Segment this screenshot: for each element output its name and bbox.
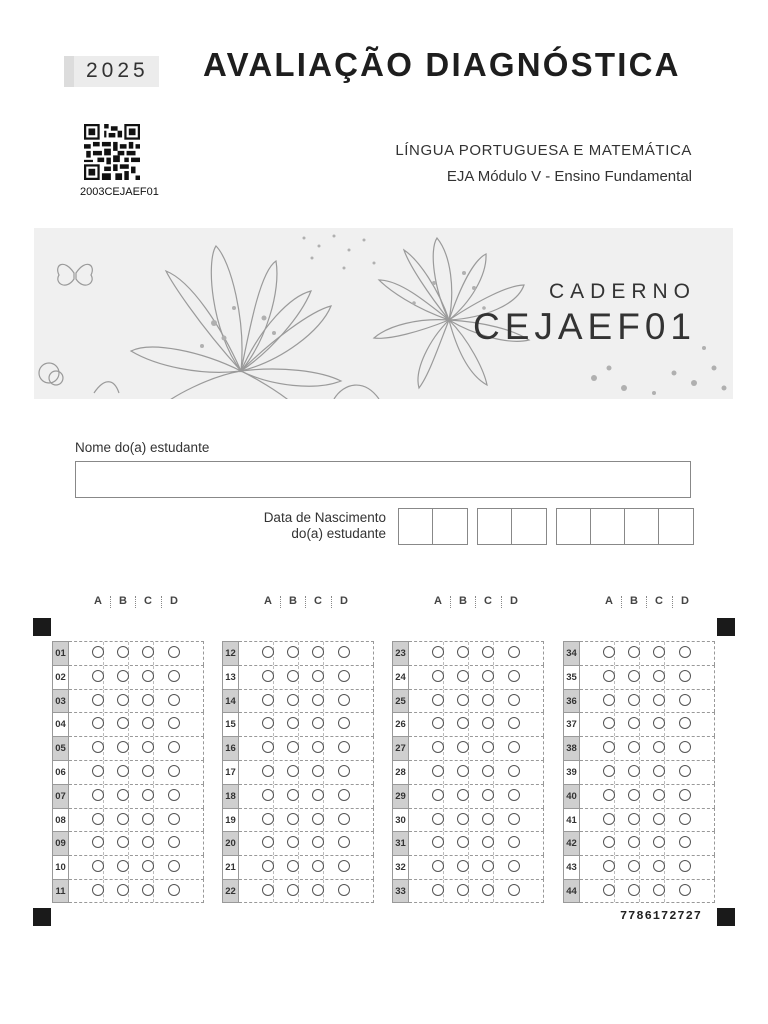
- answer-bubble[interactable]: [287, 884, 299, 896]
- answer-cells: [409, 879, 544, 903]
- answer-bubble[interactable]: [679, 789, 691, 801]
- option-header-label: D: [170, 595, 178, 607]
- caderno-code: CEJAEF01: [472, 306, 696, 347]
- answer-bubble[interactable]: [262, 884, 274, 896]
- answer-bubble[interactable]: [603, 646, 615, 658]
- question-number: 14: [222, 689, 239, 713]
- answer-bubble[interactable]: [117, 789, 129, 801]
- answer-cells: [409, 689, 544, 713]
- answer-bubble[interactable]: [457, 670, 469, 682]
- answer-bubble[interactable]: [508, 789, 520, 801]
- birth-date-label-line1: Data de Nascimento: [263, 510, 386, 525]
- option-header-label: C: [144, 595, 152, 607]
- question-number: 09: [52, 831, 69, 855]
- question-number: 37: [563, 712, 580, 736]
- answer-row: [563, 641, 715, 665]
- answer-cells: [580, 808, 715, 832]
- option-header-label: A: [605, 595, 613, 607]
- option-header-label: B: [119, 595, 127, 607]
- question-number: 38: [563, 736, 580, 760]
- option-header-label: A: [264, 595, 272, 607]
- answer-row: [222, 831, 374, 855]
- answer-bubble[interactable]: [287, 765, 299, 777]
- answer-cells: [69, 760, 204, 784]
- answer-bubble[interactable]: [679, 765, 691, 777]
- answer-bubble[interactable]: [287, 813, 299, 825]
- answer-column: [392, 641, 544, 903]
- answer-bubble[interactable]: [338, 765, 350, 777]
- registration-marker: [717, 618, 735, 636]
- year-label: 2025: [86, 59, 149, 82]
- answer-row: [392, 879, 544, 903]
- birth-date-label-line2: do(a) estudante: [291, 526, 386, 541]
- answer-row: [222, 736, 374, 760]
- answer-cells: [239, 784, 374, 808]
- answer-bubble[interactable]: [653, 789, 665, 801]
- answer-bubble[interactable]: [312, 646, 324, 658]
- answer-bubble[interactable]: [312, 765, 324, 777]
- answer-row: [392, 689, 544, 713]
- birth-day-digit[interactable]: [433, 509, 467, 544]
- answer-cells: [580, 736, 715, 760]
- answer-bubble[interactable]: [262, 789, 274, 801]
- answer-bubble[interactable]: [338, 694, 350, 706]
- answer-bubble[interactable]: [508, 765, 520, 777]
- answer-row: [563, 879, 715, 903]
- answer-row: [52, 831, 204, 855]
- answer-bubble[interactable]: [679, 884, 691, 896]
- answer-bubble[interactable]: [92, 670, 104, 682]
- question-number: 24: [392, 665, 409, 689]
- answer-bubble[interactable]: [482, 646, 494, 658]
- question-number: 30: [392, 808, 409, 832]
- answer-bubble[interactable]: [92, 765, 104, 777]
- answer-cells: [69, 879, 204, 903]
- answer-row: [52, 665, 204, 689]
- answer-bubble[interactable]: [508, 646, 520, 658]
- answer-bubble[interactable]: [117, 765, 129, 777]
- answer-cells: [239, 855, 374, 879]
- option-header-label: C: [484, 595, 492, 607]
- answer-bubble[interactable]: [312, 813, 324, 825]
- answer-cells: [409, 760, 544, 784]
- answer-bubble[interactable]: [508, 884, 520, 896]
- answer-bubble[interactable]: [142, 884, 154, 896]
- answer-bubble[interactable]: [338, 646, 350, 658]
- answer-cells: [409, 712, 544, 736]
- answer-cells: [409, 855, 544, 879]
- answer-bubble[interactable]: [603, 789, 615, 801]
- answer-cells: [409, 808, 544, 832]
- question-number: 27: [392, 736, 409, 760]
- serial-number: 7786172727: [619, 909, 702, 923]
- question-number: 28: [392, 760, 409, 784]
- question-number: 26: [392, 712, 409, 736]
- answer-cells: [580, 784, 715, 808]
- question-number: 39: [563, 760, 580, 784]
- answer-cells: [580, 641, 715, 665]
- question-number: 02: [52, 665, 69, 689]
- answer-cells: [409, 665, 544, 689]
- answer-bubble[interactable]: [142, 670, 154, 682]
- birth-month-digit[interactable]: [478, 509, 512, 544]
- answer-row: [52, 760, 204, 784]
- answer-bubble[interactable]: [482, 670, 494, 682]
- question-number: 44: [563, 879, 580, 903]
- answer-cells: [239, 712, 374, 736]
- birth-month-digit[interactable]: [512, 509, 546, 544]
- answer-cells: [69, 641, 204, 665]
- answer-cells: [69, 808, 204, 832]
- caderno-label: CADERNO: [548, 280, 696, 303]
- level-label: EJA Módulo V - Ensino Fundamental: [446, 168, 692, 185]
- answer-bubble[interactable]: [603, 884, 615, 896]
- answer-row: [392, 712, 544, 736]
- answer-bubble[interactable]: [457, 765, 469, 777]
- question-number: 11: [52, 879, 69, 903]
- answer-bubble[interactable]: [312, 884, 324, 896]
- question-number: 17: [222, 760, 239, 784]
- answer-bubble[interactable]: [432, 670, 444, 682]
- birth-year-field[interactable]: [556, 508, 694, 545]
- question-number: 34: [563, 641, 580, 665]
- answer-row: [563, 665, 715, 689]
- answer-bubble[interactable]: [432, 789, 444, 801]
- answer-bubble[interactable]: [142, 789, 154, 801]
- answer-cells: [239, 665, 374, 689]
- answer-cells: [580, 879, 715, 903]
- registration-marker: [33, 618, 51, 636]
- answer-column: [222, 641, 374, 903]
- answer-bubble[interactable]: [628, 694, 640, 706]
- option-header-label: D: [510, 595, 518, 607]
- answer-bubble[interactable]: [603, 765, 615, 777]
- answer-cells: [580, 760, 715, 784]
- answer-bubble[interactable]: [142, 694, 154, 706]
- option-header-label: C: [655, 595, 663, 607]
- answer-row: [392, 760, 544, 784]
- birth-year-digit[interactable]: [557, 509, 591, 544]
- answer-row: [563, 784, 715, 808]
- answer-bubble[interactable]: [482, 694, 494, 706]
- answer-bubble[interactable]: [603, 694, 615, 706]
- answer-bubble[interactable]: [338, 813, 350, 825]
- answer-row: [563, 855, 715, 879]
- answer-bubble[interactable]: [262, 646, 274, 658]
- subject-label: LÍNGUA PORTUGUESA E MATEMÁTICA: [395, 142, 692, 159]
- question-number: 32: [392, 855, 409, 879]
- answer-row: [222, 855, 374, 879]
- answer-bubble[interactable]: [653, 694, 665, 706]
- birth-year-digit[interactable]: [625, 509, 659, 544]
- answer-row: [392, 784, 544, 808]
- answer-bubble[interactable]: [168, 646, 180, 658]
- answer-row: [52, 736, 204, 760]
- answer-row: [563, 689, 715, 713]
- birth-year-digit[interactable]: [591, 509, 625, 544]
- answer-bubble[interactable]: [482, 813, 494, 825]
- answer-row: [392, 736, 544, 760]
- answer-bubble[interactable]: [338, 884, 350, 896]
- answer-bubble[interactable]: [432, 694, 444, 706]
- question-number: 03: [52, 689, 69, 713]
- answer-row: [563, 808, 715, 832]
- answer-cells: [409, 831, 544, 855]
- answer-bubble[interactable]: [117, 694, 129, 706]
- answer-bubble[interactable]: [482, 789, 494, 801]
- answer-cells: [239, 760, 374, 784]
- answer-bubble[interactable]: [457, 884, 469, 896]
- answer-cells: [580, 665, 715, 689]
- answer-row: [392, 831, 544, 855]
- answer-bubble[interactable]: [142, 646, 154, 658]
- answer-bubble[interactable]: [653, 670, 665, 682]
- answer-row: [52, 808, 204, 832]
- answer-row: [52, 689, 204, 713]
- question-number: 29: [392, 784, 409, 808]
- answer-bubble[interactable]: [508, 694, 520, 706]
- answer-bubble[interactable]: [432, 765, 444, 777]
- answer-bubble[interactable]: [628, 670, 640, 682]
- option-header-label: B: [459, 595, 467, 607]
- option-header-label: D: [681, 595, 689, 607]
- answer-bubble[interactable]: [287, 670, 299, 682]
- answer-bubble[interactable]: [168, 813, 180, 825]
- question-number: 23: [392, 641, 409, 665]
- answer-row: [222, 712, 374, 736]
- answer-bubble[interactable]: [432, 813, 444, 825]
- answer-bubble[interactable]: [338, 670, 350, 682]
- answer-cells: [239, 808, 374, 832]
- question-number: 31: [392, 831, 409, 855]
- answer-bubble[interactable]: [482, 765, 494, 777]
- answer-cells: [69, 831, 204, 855]
- question-number: 19: [222, 808, 239, 832]
- answer-bubble[interactable]: [653, 646, 665, 658]
- answer-row: [52, 879, 204, 903]
- answer-row: [222, 784, 374, 808]
- answer-bubble[interactable]: [628, 646, 640, 658]
- answer-bubble[interactable]: [262, 813, 274, 825]
- answer-cells: [69, 665, 204, 689]
- answer-row: [222, 808, 374, 832]
- answer-bubble[interactable]: [168, 694, 180, 706]
- answer-row: [52, 855, 204, 879]
- page-title: AVALIAÇÃO DIAGNÓSTICA: [203, 46, 681, 83]
- answer-bubble[interactable]: [679, 670, 691, 682]
- answer-cells: [69, 784, 204, 808]
- option-header-label: A: [94, 595, 102, 607]
- answer-bubble[interactable]: [92, 789, 104, 801]
- answer-row: [563, 736, 715, 760]
- answer-bubble[interactable]: [653, 813, 665, 825]
- answer-cells: [239, 641, 374, 665]
- answer-bubble[interactable]: [117, 884, 129, 896]
- answer-bubble[interactable]: [92, 813, 104, 825]
- answer-bubble[interactable]: [482, 884, 494, 896]
- answer-row: [222, 641, 374, 665]
- answer-row: [222, 760, 374, 784]
- answer-cells: [580, 689, 715, 713]
- answer-bubble[interactable]: [117, 646, 129, 658]
- answer-bubble[interactable]: [168, 789, 180, 801]
- answer-bubble[interactable]: [262, 765, 274, 777]
- answer-cells: [69, 712, 204, 736]
- answer-bubble[interactable]: [603, 813, 615, 825]
- answer-column: [52, 641, 204, 903]
- question-number: 15: [222, 712, 239, 736]
- answer-cells: [409, 784, 544, 808]
- birth-day-digit[interactable]: [399, 509, 433, 544]
- answer-bubble[interactable]: [508, 670, 520, 682]
- answer-bubble[interactable]: [628, 765, 640, 777]
- answer-row: [52, 712, 204, 736]
- option-header-label: B: [630, 595, 638, 607]
- birth-day-field[interactable]: [398, 508, 468, 545]
- answer-bubble[interactable]: [628, 884, 640, 896]
- question-number: 22: [222, 879, 239, 903]
- answer-bubble[interactable]: [432, 884, 444, 896]
- question-number: 10: [52, 855, 69, 879]
- answer-bubble[interactable]: [457, 694, 469, 706]
- question-number: 16: [222, 736, 239, 760]
- answer-cells: [239, 689, 374, 713]
- question-number: 12: [222, 641, 239, 665]
- question-number: 35: [563, 665, 580, 689]
- answer-bubble[interactable]: [679, 694, 691, 706]
- answer-bubble[interactable]: [312, 694, 324, 706]
- answer-cells: [409, 641, 544, 665]
- student-name-label: Nome do(a) estudante: [75, 440, 210, 455]
- question-number: 33: [392, 879, 409, 903]
- question-number: 08: [52, 808, 69, 832]
- answer-row: [222, 665, 374, 689]
- answer-row: [392, 855, 544, 879]
- answer-bubble[interactable]: [168, 884, 180, 896]
- student-name-field[interactable]: [75, 461, 691, 498]
- answer-bubble[interactable]: [312, 670, 324, 682]
- answer-bubble[interactable]: [679, 646, 691, 658]
- question-number: 21: [222, 855, 239, 879]
- birth-month-field[interactable]: [477, 508, 547, 545]
- question-number: 01: [52, 641, 69, 665]
- answer-bubble[interactable]: [168, 765, 180, 777]
- question-number: 13: [222, 665, 239, 689]
- qr-code-icon: [84, 124, 140, 180]
- answer-row: [392, 641, 544, 665]
- answer-cells: [409, 736, 544, 760]
- answer-cells: [580, 831, 715, 855]
- option-header-label: D: [340, 595, 348, 607]
- answer-cells: [580, 855, 715, 879]
- answer-row: [563, 712, 715, 736]
- birth-year-digit[interactable]: [659, 509, 693, 544]
- question-number: 20: [222, 831, 239, 855]
- answer-row: [52, 784, 204, 808]
- qr-code-text: 2003CEJAEF01: [80, 186, 159, 198]
- question-number: 36: [563, 689, 580, 713]
- answer-bubble[interactable]: [679, 813, 691, 825]
- answer-bubble[interactable]: [603, 670, 615, 682]
- answer-row: [222, 689, 374, 713]
- answer-bubble[interactable]: [92, 646, 104, 658]
- answer-bubble[interactable]: [142, 813, 154, 825]
- answer-bubble[interactable]: [92, 694, 104, 706]
- question-number: 41: [563, 808, 580, 832]
- question-number: 05: [52, 736, 69, 760]
- answer-bubble[interactable]: [653, 884, 665, 896]
- answer-bubble[interactable]: [312, 789, 324, 801]
- answer-row: [392, 665, 544, 689]
- answer-bubble[interactable]: [117, 670, 129, 682]
- answer-bubble[interactable]: [457, 813, 469, 825]
- answer-row: [52, 641, 204, 665]
- registration-marker: [33, 908, 51, 926]
- question-number: 42: [563, 831, 580, 855]
- answer-bubble[interactable]: [653, 765, 665, 777]
- answer-bubble[interactable]: [117, 813, 129, 825]
- answer-row: [222, 879, 374, 903]
- question-number: 04: [52, 712, 69, 736]
- answer-cells: [580, 712, 715, 736]
- answer-cells: [239, 879, 374, 903]
- question-number: 18: [222, 784, 239, 808]
- answer-bubble[interactable]: [142, 765, 154, 777]
- answer-cells: [69, 689, 204, 713]
- question-number: 07: [52, 784, 69, 808]
- question-number: 40: [563, 784, 580, 808]
- answer-bubble[interactable]: [92, 884, 104, 896]
- birth-date-label: [230, 510, 386, 542]
- answer-bubble[interactable]: [457, 646, 469, 658]
- answer-bubble[interactable]: [628, 789, 640, 801]
- answer-cells: [239, 831, 374, 855]
- answer-bubble[interactable]: [508, 813, 520, 825]
- answer-bubble[interactable]: [457, 789, 469, 801]
- answer-bubble[interactable]: [287, 789, 299, 801]
- answer-cells: [69, 736, 204, 760]
- answer-bubble[interactable]: [338, 789, 350, 801]
- option-header-label: B: [289, 595, 297, 607]
- answer-bubble[interactable]: [262, 694, 274, 706]
- answer-bubble[interactable]: [287, 694, 299, 706]
- question-number: 25: [392, 689, 409, 713]
- registration-marker: [717, 908, 735, 926]
- answer-row: [563, 760, 715, 784]
- answer-column: [563, 641, 715, 903]
- answer-bubble[interactable]: [287, 646, 299, 658]
- answer-cells: [239, 736, 374, 760]
- option-header-label: C: [314, 595, 322, 607]
- answer-bubble[interactable]: [628, 813, 640, 825]
- question-number: 06: [52, 760, 69, 784]
- answer-bubble[interactable]: [168, 670, 180, 682]
- question-number: 43: [563, 855, 580, 879]
- answer-row: [392, 808, 544, 832]
- answer-bubble[interactable]: [432, 646, 444, 658]
- answer-row: [563, 831, 715, 855]
- answer-bubble[interactable]: [262, 670, 274, 682]
- option-header-label: A: [434, 595, 442, 607]
- answer-cells: [69, 855, 204, 879]
